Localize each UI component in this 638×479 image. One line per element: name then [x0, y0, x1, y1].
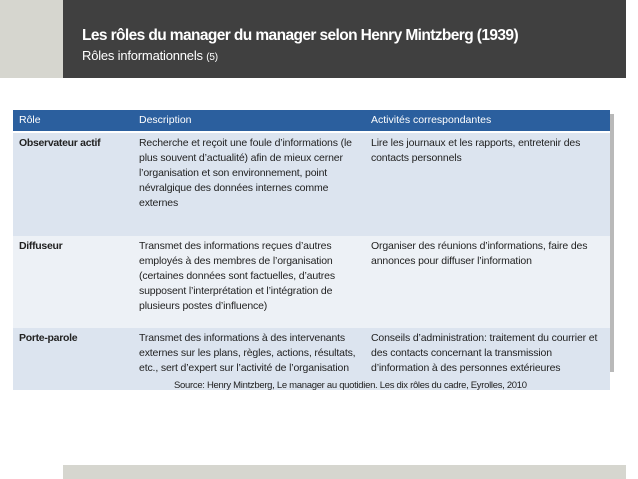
roles-table: [13, 110, 610, 390]
footer-accent-bar: [63, 465, 626, 479]
column-header-role: Rôle: [13, 110, 133, 132]
table-row: [13, 236, 610, 328]
role-cell: Observateur actif: [13, 132, 133, 236]
subtitle-number: (5): [206, 52, 218, 63]
column-header-description: Description: [133, 110, 365, 132]
slide-subtitle: [82, 48, 218, 63]
column-header-activities: Activités correspondantes: [365, 110, 610, 132]
source-citation: Source: Henry Mintzberg, Le manager au quotidien. Les dix rôles du cadre, Eyrolles, 2010: [174, 380, 527, 391]
activities-cell: Organiser des réunions d’informations, faire des annonces pour diffuser l’information: [365, 236, 610, 328]
slide-title: Les rôles du manager du manager selon Henry Mintzberg (1939): [82, 27, 519, 44]
table-header-row: [13, 110, 610, 132]
title-bar: [0, 0, 626, 78]
activities-cell: Lire les journaux et les rapports, entretenir des contacts personnels: [365, 132, 610, 236]
table-row: [13, 132, 610, 236]
role-cell: Diffuseur: [13, 236, 133, 328]
subtitle-text: Rôles informationnels: [82, 48, 203, 63]
role-cell: Porte-parole: [13, 328, 133, 390]
description-cell: Transmet des informations à des intervenants externes sur les plans, règles, actions, résultats, etc., sert d’expert sur l’activité de l’organisation: [133, 328, 365, 390]
description-cell: Transmet des informations reçues d’autres employés à des membres de l’organisation (certaines données sont factuelles, d’autres supposent l’interprétation et l’intégration de plusieurs postes d’influence): [133, 236, 365, 328]
title-bar-accent: [0, 0, 63, 78]
activities-cell: Conseils d’administration: traitement du courrier et des contacts concernant la transmission d’information à des personnes extérieures: [365, 328, 610, 390]
description-cell: Recherche et reçoit une foule d’informations (le plus souvent d’actualité) afin de mieux cerner l’organisation et son environnement, point névralgique des données internes comme externes: [133, 132, 365, 236]
